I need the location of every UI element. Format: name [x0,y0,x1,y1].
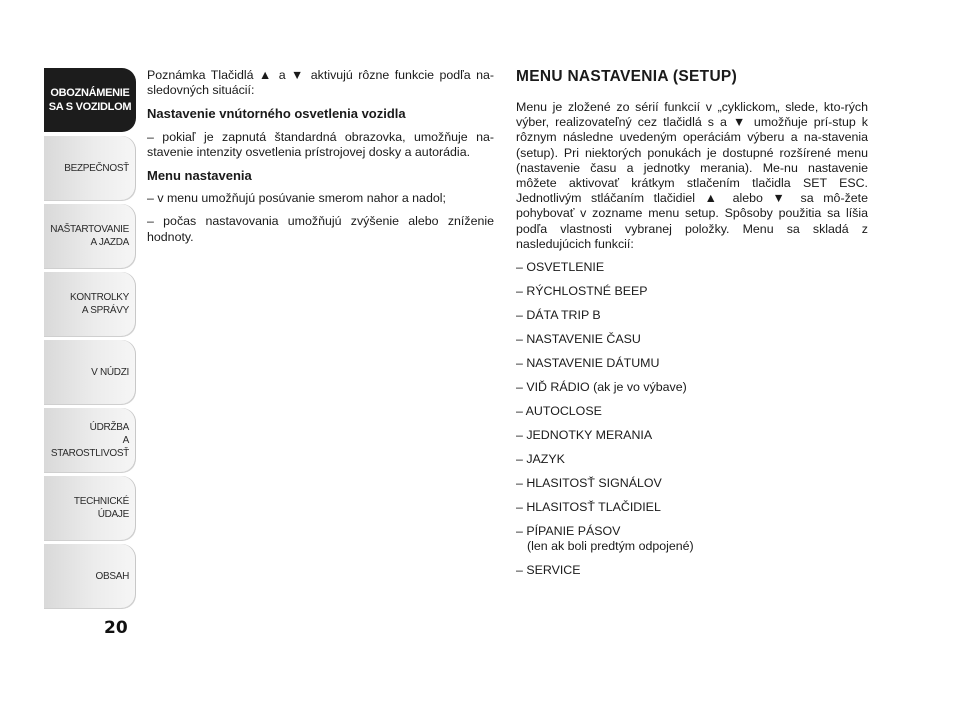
tab-v-nudzi[interactable]: V NÚDZI [44,340,136,404]
tab-kontrolky[interactable]: KONTROLKY A SPRÁVY [44,272,136,336]
tab-udrzba[interactable]: ÚDRŽBA A STAROSTLIVOSŤ [44,408,136,472]
tab-technicke-udaje[interactable]: TECHNICKÉ ÚDAJE [44,476,136,540]
chapter-tabs [44,68,136,612]
lighting-paragraph: – pokiaľ je zapnutá štandardná obrazovka, umožňuje na-stavenie intenzity osvetlenia prístrojovej dosky a autorádia. [147,129,494,159]
list-item: – HLASITOSŤ TLAČIDIEL [516,500,661,515]
tab-nastartovanie[interactable]: NAŠTARTOVANIE A JAZDA [44,204,136,268]
list-item: – AUTOCLOSE [516,404,602,419]
value-adjust-paragraph: – počas nastavovania umožňujú zvýšenie alebo zníženie hodnoty. [147,214,494,244]
list-item: – RÝCHLOSTNÉ BEEP [516,284,648,299]
list-item: – NASTAVENIE DÁTUMU [516,356,660,371]
setup-menu-list [516,260,868,578]
list-item: – OSVETLENIE [516,260,605,275]
page-number: 20 [104,618,128,638]
list-item: – JAZYK [516,452,565,467]
list-item: – DÁTA TRIP B [516,308,601,323]
intro-paragraph: Menu je zložené zo sérií funkcií v „cyklickom„ slede, kto-rých výber, realizovateľný cez tlačidlá s a ▼ umožňuje prí-stup k rôznym následne uvedeným operáciám výberu a na-stavenia (setup). Pri niektorých ponukách je dostupné rozšírené menu (nastavenie času a jednotky merania). Me-nu nastavenie môžete aktivovať krátkym stlačením tlačidla SET ESC. Jednotlivým stláčaním tlačidiel ▲ alebo ▼ sa mô-žete pohybovať v zozname menu setup. Spôsoby použitia sa líšia podľa vlastnosti vybranej položky. Menu sa skladá z nasledujúcich funkcií: [516,100,868,251]
list-item: – JEDNOTKY MERANIA [516,428,653,443]
list-item: – HLASITOSŤ SIGNÁLOV [516,476,662,491]
left-column [147,68,494,253]
list-item: – VIĎ RÁDIO (ak je vo výbave) [516,380,687,395]
list-item: – NASTAVENIE ČASU [516,332,641,347]
heading-interior-lighting: Nastavenie vnútorného osvetlenia vozidla [147,106,406,122]
list-item: – SERVICE [516,563,581,578]
heading-settings-menu: Menu nastavenia [147,168,252,184]
tab-oboznamenie[interactable]: OBOZNÁMENIE SA S VOZIDLOM [44,68,136,132]
list-item-with-note [516,524,868,554]
right-column [516,68,868,587]
tab-obsah[interactable]: OBSAH [44,544,136,608]
menu-scroll-paragraph: – v menu umožňujú posúvanie smerom nahor a nadol; [147,191,446,206]
tab-bezpecnost[interactable]: BEZPEČNOSŤ [44,136,136,200]
list-item-note: (len ak boli predtým odpojené) [527,539,694,554]
note-paragraph: Poznámka Tlačidlá ▲ a ▼ aktivujú rôzne funkcie podľa na-sledovných situácií: [147,68,494,98]
section-title: MENU NASTAVENIA (SETUP) [516,68,738,85]
list-item-label: – PÍPANIE PÁSOV [516,524,621,539]
